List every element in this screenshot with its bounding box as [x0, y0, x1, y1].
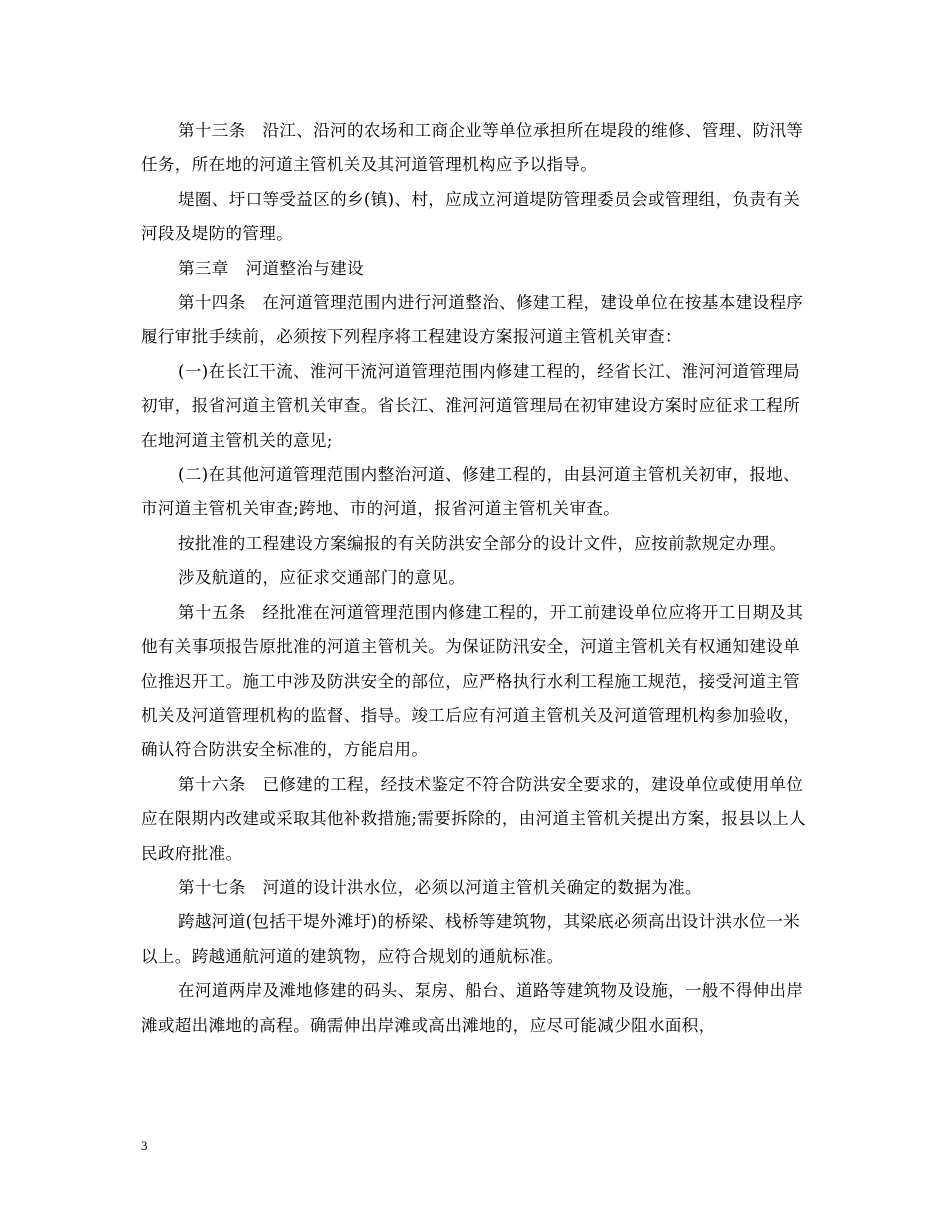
- document-body: [141, 114, 811, 1043]
- paragraph-navigation: 涉及航道的，应征求交通部门的意见。: [178, 568, 466, 588]
- paragraph-article-15: 第十五条 经批准在河道管理范围内修建工程的，开工前建设单位应将开工日期及其他有关事项报告原批准的河道主管机关。为保证防汛安全，河道主管机关有权通知建设单位推迟开工。施工中涉及防洪安全的部位，应严格执行水利工程施工规范，接受河道主管机关及河道管理机构的监督、指导。竣工后应有河道主管机关及河道管理机构参加验收，确认符合防洪安全标准的，方能启用。: [141, 602, 804, 760]
- paragraph-bridges: 跨越河道(包括干堤外滩圩)的桥梁、栈桥等建筑物，其梁底必须高出设计洪水位一米以上。跨越通航河道的建筑物，应符合规划的通航标准。: [141, 912, 801, 966]
- paragraph-article-13: 第十三条 沿江、沿河的农场和工商企业等单位承担所在堤段的维修、管理、防汛等任务，所在地的河道主管机关及其河道管理机构应予以指导。: [141, 121, 804, 175]
- paragraph-design-documents: 按批准的工程建设方案编报的有关防洪安全部分的设计文件，应按前款规定办理。: [178, 533, 787, 553]
- paragraph-article-14-item-2: (二)在其他河道管理范围内整治河道、修建工程的，由县河道主管机关初审，报地、市河道主管机关审查;跨地、市的河道，报省河道主管机关审查。: [141, 465, 801, 519]
- paragraph-levee-management: 堤圈、圩口等受益区的乡(镇)、村，应成立河道堤防管理委员会或管理组，负责有关河段及堤防的管理。: [141, 189, 801, 244]
- paragraph-article-16: 第十六条 已修建的工程，经技术鉴定不符合防洪安全要求的，建设单位或使用单位应在限期内改建或采取其他补救措施;需要拆除的，由河道主管机关提出方案，报县以上人民政府批准。: [141, 774, 807, 863]
- paragraph-article-14-item-1: (一)在长江干流、淮河干流河道管理范围内修建工程的，经省长江、淮河河道管理局初审，报省河道主管机关审查。省长江、淮河河道管理局在初审建设方案时应征求工程所在地河道主管机关的意见;: [141, 361, 801, 450]
- page-number: 3: [141, 1138, 148, 1153]
- chapter-3-heading: 第三章 河道整治与建设: [178, 258, 364, 278]
- paragraph-docks: 在河道两岸及滩地修建的码头、泵房、船台、道路等建筑物及设施，一般不得伸出岸滩或超出滩地的高程。确需伸出岸滩或高出滩地的，应尽可能减少阻水面积，: [141, 981, 804, 1035]
- paragraph-article-14: 第十四条 在河道管理范围内进行河道整治、修建工程，建设单位在按基本建设程序履行审批手续前，必须按下列程序将工程建设方案报河道主管机关审查：: [141, 293, 804, 347]
- paragraph-article-17: 第十七条 河道的设计洪水位，必须以河道主管机关确定的数据为准。: [178, 877, 702, 897]
